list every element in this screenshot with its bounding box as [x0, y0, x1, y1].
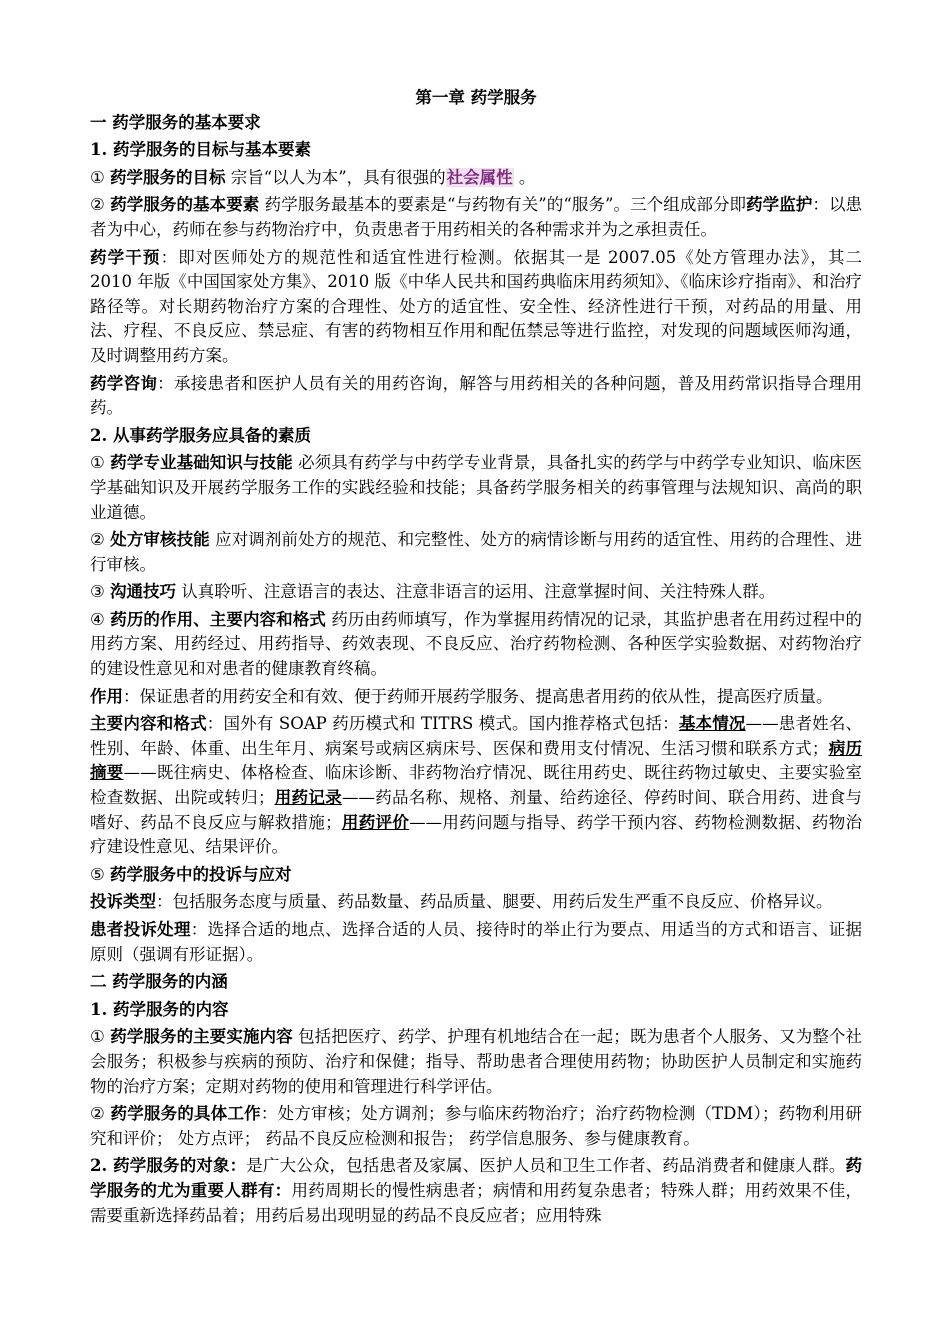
item-number: ① — [90, 453, 105, 473]
paragraph — [90, 685, 862, 710]
paragraph-text: 认真聆听、注意语言的表达、注意非语言的运用、注意掌握时间、关注特殊人群。 — [181, 582, 776, 602]
paragraph-text: ：处方审核；处方调剂；参与临床药物治疗；治疗药物检测（TDM）；药物利用研究和评价； 处方点评； 药品不良反应检测和报告； 药学信息服务、参与健康教育。 — [90, 1104, 863, 1148]
paragraph — [90, 890, 862, 915]
chapter-title: 第一章 药学服务 — [415, 88, 537, 107]
item-number: ③ — [90, 582, 105, 602]
bold-term: 药学监护 — [746, 195, 813, 215]
item-number: ① — [90, 167, 105, 187]
document-body — [90, 86, 862, 1231]
paragraph-text: ：选择合适的地点、选择合适的人员、接待时的举止行为要点、用适当的方式和语言、证据原则（强调有形证据）。 — [90, 920, 863, 964]
paragraph-text: ：即对医师处方的规范性和适宜性进行检测。依据其一是 2007.05《处方管理办法》，其二 2010 年版《中国国家处方集》、2010 版《中华人民共和国药典临床用药须知》、《临床诊疗指南》、和治疗路径等。对长期药物治疗方案的合理性、处方的适宜性、安全性、经济性进行干预，对药品的用量、用法、疗程、不良反应、禁忌症、有害的药物相互作用和配伍禁忌等进行监控，对发现的问题域医师沟通，及时调整用药方案。 — [90, 247, 862, 365]
subsection-heading: 1. 药学服务的内容 — [90, 999, 229, 1019]
paragraph-text: 应对调剂前处方的规范、和完整性、处方的病情诊断与用药的适宜性、用药的合理性、进行审核。 — [90, 530, 863, 574]
item-number: ④ — [90, 609, 105, 629]
bold-term: 药学服务的具体工作 — [110, 1104, 261, 1124]
paragraph-text: ——既往病史、体格检查、临床诊断、非药物治疗情况、既往用药史、既往药物过敏史、主要实验室检查数据、出院或转归； — [90, 763, 863, 808]
paragraph — [90, 863, 862, 888]
item-number: ⑤ — [90, 864, 105, 884]
paragraph — [90, 528, 862, 577]
highlighted-term: 社会属性 — [446, 167, 513, 187]
paragraph-text: ：承接患者和医护人员有关的用药咨询，解答与用药相关的各种问题，普及用药常识指导合理用药。 — [90, 373, 863, 418]
paragraph-text: ——药品名称、规格、剂量、给药途径、停药时间、联合用药、进食与嗜好、药品不良反应与解救措施； — [90, 788, 863, 832]
paragraph-text: ——患者姓名、性别、年龄、体重、出生年月、病案号或病区病床号、医保和费用支付情况、生活习惯和联系方式； — [90, 714, 863, 758]
bold-term: 沟通技巧 — [110, 582, 177, 602]
item-number: ② — [90, 195, 105, 215]
paragraph-text: ：包括服务态度与质量、药品数量、药品质量、腿要、用药后发生严重不良反应、价格异议。 — [156, 892, 833, 912]
item-number: ② — [90, 530, 105, 550]
bold-term: 投诉类型 — [90, 892, 156, 912]
paragraph-text: 宗旨“以人为本”，具有很强的 — [230, 167, 446, 187]
paragraph-text: ：国外有 SOAP 药历模式和 TITRS 模式。国内推荐格式包括： — [206, 714, 679, 734]
paragraph — [90, 712, 862, 860]
subsection-heading: 1. 药学服务的目标与基本要素 — [90, 140, 311, 160]
paragraph-text: 药历由药师填写，作为掌握用药情况的记录，其监护患者在用药过程中的用药方案、用药经过、用药指导、药效表现、不良反应、治疗药物检测、各种医学实验数据、对药物治疗的建设性意见和对患者的健康教育终稿。 — [90, 609, 863, 679]
bold-term: 药学专业基础知识与技能 — [110, 453, 293, 473]
paragraph — [90, 372, 862, 421]
paragraph-text: ——用药问题与指导、药学干预内容、药物检测数据、药物治疗建设性意见、结果评价。 — [90, 812, 863, 857]
paragraph — [90, 193, 862, 242]
paragraph-text: 用药周期长的慢性病患者；病情和用药复杂患者；特殊人群；用药效果不佳，需要重新选择药品着；用药后易出现明显的药品不良反应者；应用特殊 — [90, 1180, 863, 1225]
bold-term: 药学服务的主要实施内容 — [110, 1027, 293, 1047]
paragraph — [90, 451, 862, 525]
bold-term: 药历的作用、主要内容和格式 — [110, 609, 326, 629]
bold-term: 药学服务中的投诉与应对 — [110, 864, 292, 884]
item-number: ② — [90, 1104, 106, 1124]
bold-term: 药学服务的基本要素 — [110, 195, 260, 215]
bold-term: 药学服务的目标 — [110, 167, 226, 187]
underlined-term: 病历摘要 — [90, 738, 863, 783]
paragraph-text: ：以患者为中心，药师在参与药物治疗中，负责患者于用药相关的各种需求并为之承担责任。 — [90, 195, 863, 239]
paragraph — [90, 1025, 862, 1099]
item-number: ① — [90, 1027, 105, 1047]
underlined-term: 用药评价 — [341, 812, 410, 832]
underlined-term: 基本情况 — [678, 714, 746, 734]
bold-term: 药学咨询 — [90, 373, 158, 393]
paragraph-text: 药学服务最基本的要素是“与药物有关”的“服务”。三个组成部分即 — [264, 195, 747, 215]
paragraph-text: 。 — [518, 167, 536, 187]
paragraph-text: 必须具有药学与中药学专业背景，具备扎实的药学与中药学专业知识、临床医学基础知识及开展药学服务工作的实践经验和技能；具备药学服务相关的药事管理与法规知识、高尚的职业道德。 — [90, 453, 863, 522]
paragraph — [90, 1154, 862, 1228]
bold-term: 药学服务的尤为重要人群有： — [90, 1156, 862, 1200]
subsection-heading: 2. 从事药学服务应具备的素质 — [90, 425, 311, 445]
bold-term: 药学干预 — [90, 247, 161, 267]
bold-term: 患者投诉处理 — [90, 920, 191, 939]
paragraph — [90, 580, 862, 605]
bold-term: 作用 — [90, 686, 123, 706]
bold-term: 处方审核技能 — [110, 530, 210, 550]
section-heading: 一 药学服务的基本要求 — [90, 112, 261, 132]
paragraph — [90, 608, 862, 682]
underlined-term: 用药记录 — [274, 788, 342, 808]
paragraph — [90, 918, 862, 967]
paragraph — [90, 166, 862, 191]
paragraph-text: ：保证患者的用药安全和有效、便于药师开展药学服务、提高患者用药的依从性，提高医疗质量。 — [123, 686, 833, 706]
section-heading: 二 药学服务的内涵 — [90, 972, 228, 992]
paragraph-text: 是广大公众，包括患者及家属、医护人员和卫生工作者、药品消费者和健康人群。 — [246, 1156, 846, 1176]
bold-term: 2. 药学服务的对象： — [90, 1156, 247, 1176]
paragraph — [90, 246, 862, 369]
bold-term: 主要内容和格式 — [90, 714, 207, 734]
paragraph — [90, 1102, 862, 1151]
paragraph-text: 包括把医疗、药学、护理有机地结合在一起；既为患者个人服务、又为整个社会服务；积极参与疾病的预防、治疗和保健；指导、帮助患者合理使用药物；协助医护人员制定和实施药物的治疗方案；定期对药物的使用和管理进行科学评估。 — [90, 1027, 863, 1096]
